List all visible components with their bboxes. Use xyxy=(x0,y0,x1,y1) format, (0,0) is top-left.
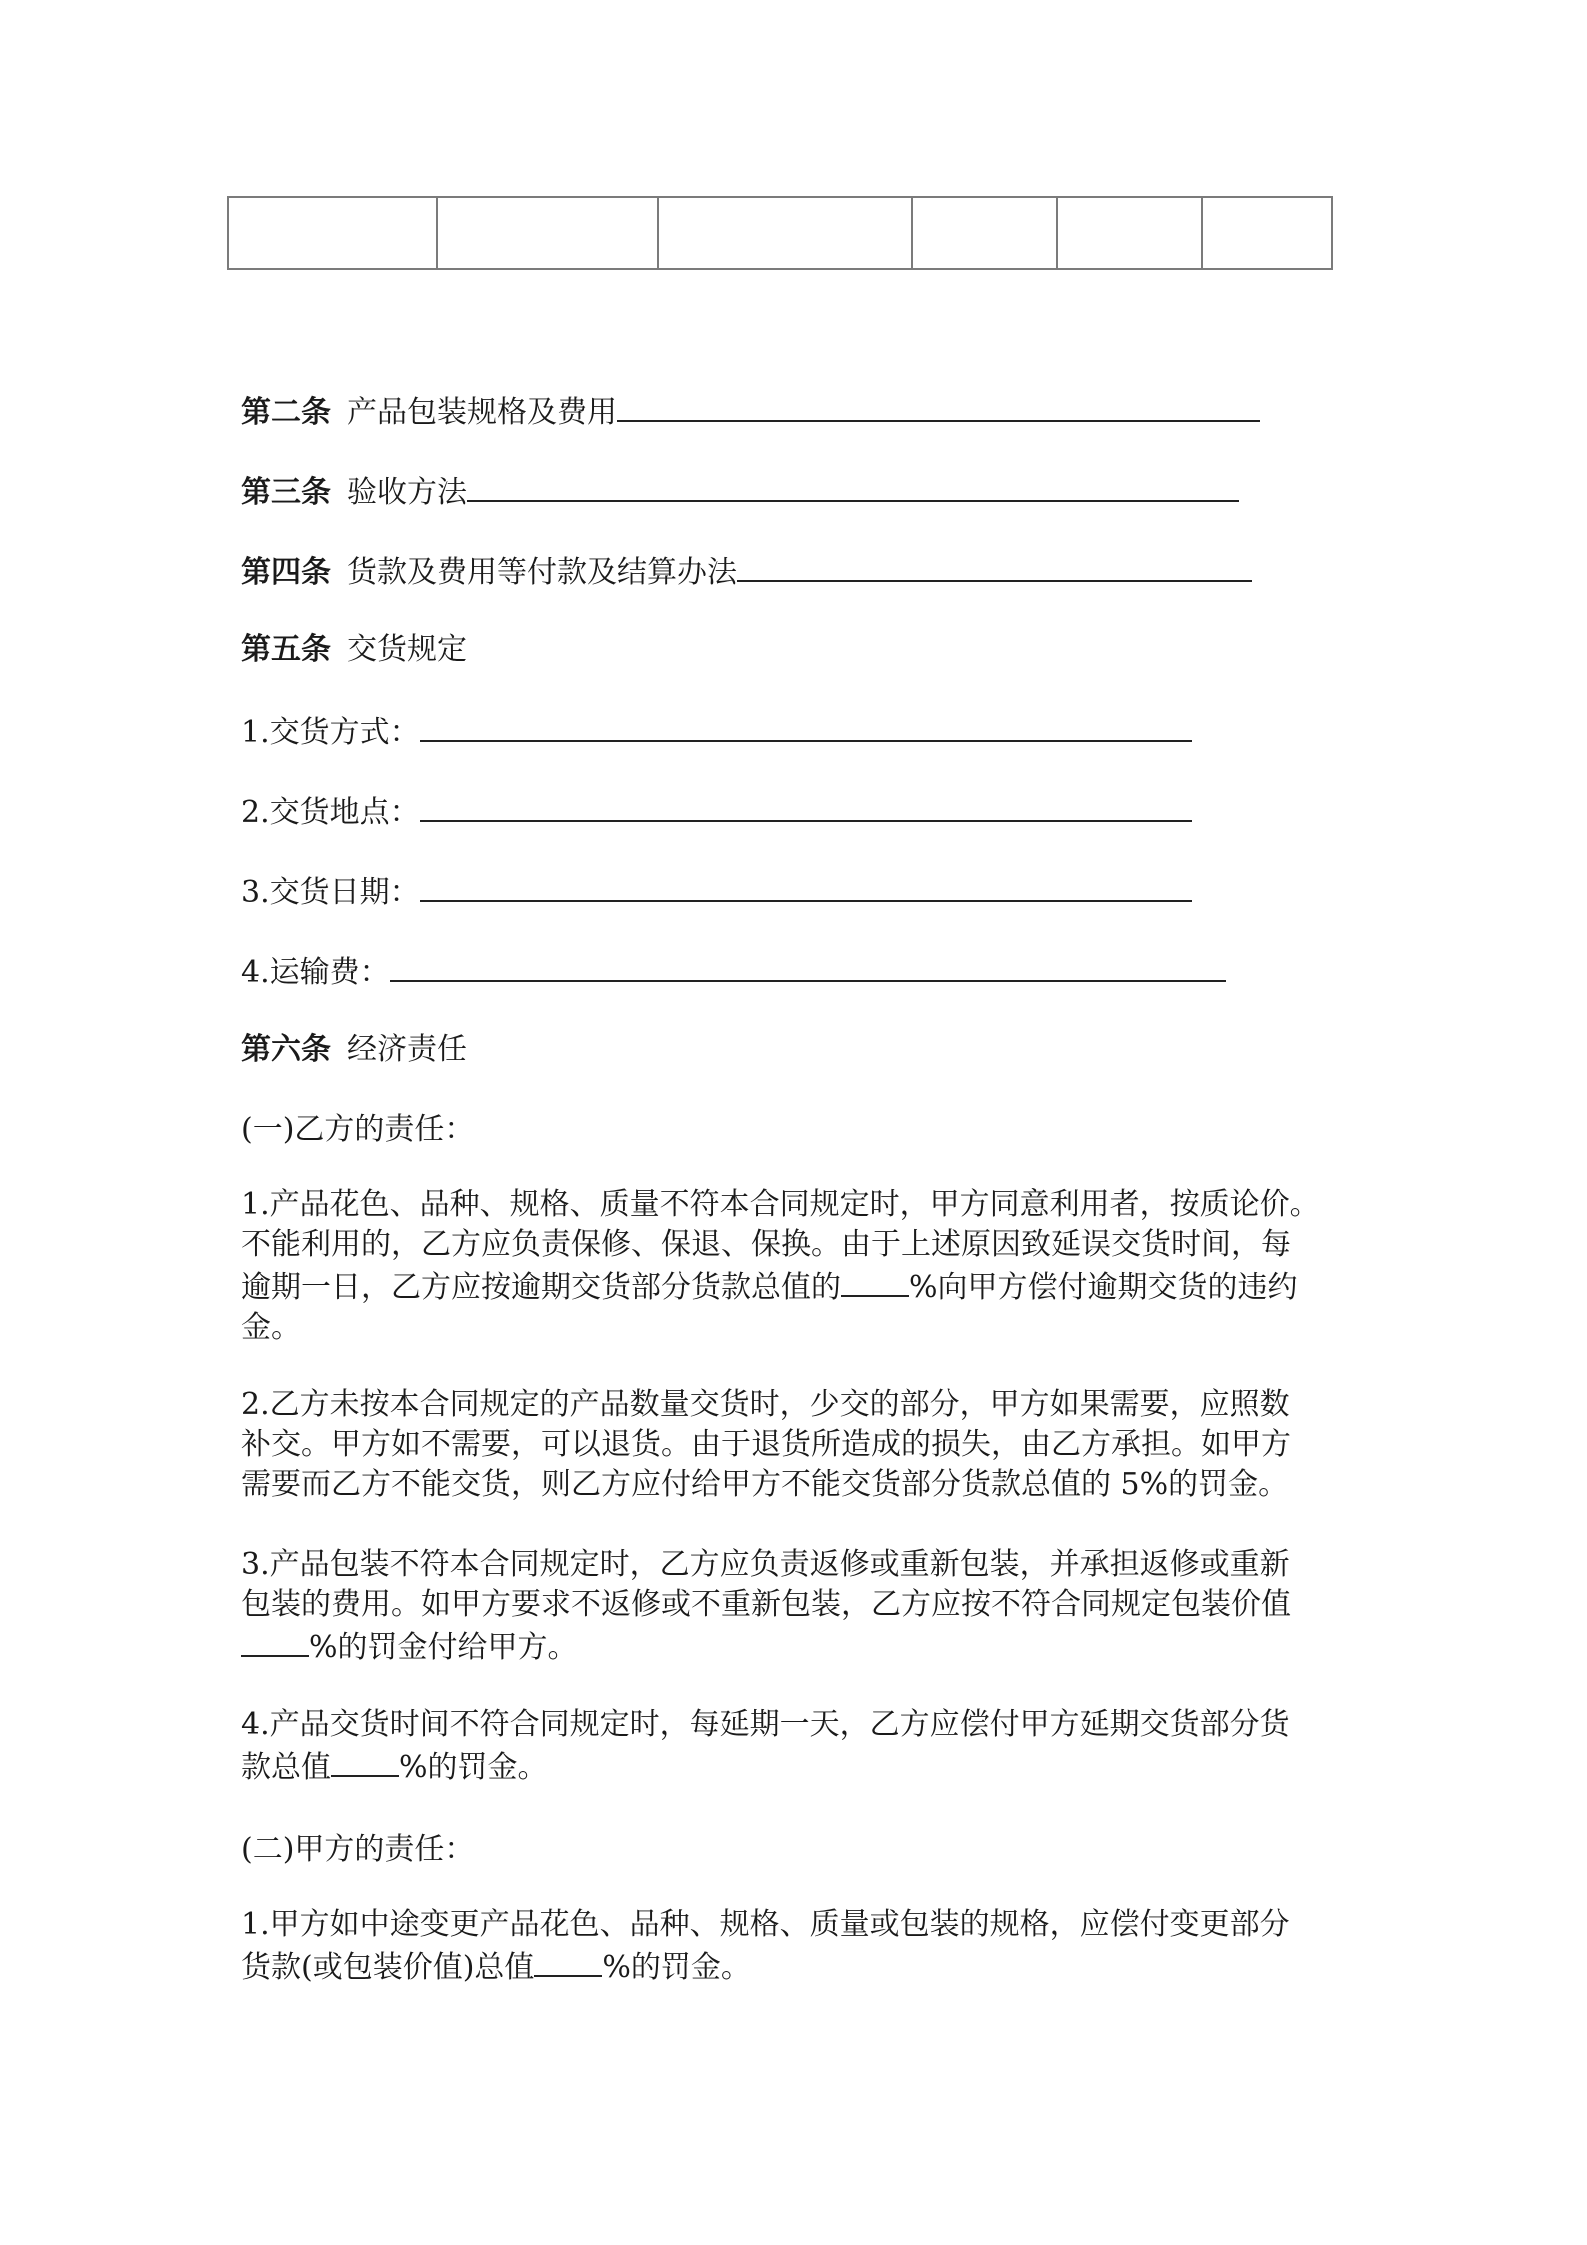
text-line: 1.甲方如中途变更产品花色、品种、规格、质量或包装的规格，应偿付变更部分 xyxy=(241,1907,1290,1942)
table-cell xyxy=(228,197,437,269)
delivery-method-label: 1.交货方式： xyxy=(241,715,420,750)
text-line: 需要而乙方不能交货，则乙方应付给甲方不能交货部分货款总值的 5%的罚金。 xyxy=(241,1467,1289,1502)
text-line: 不能利用的，乙方应负责保修、保退、保换。由于上述原因致延误交货时间，每 xyxy=(241,1227,1291,1262)
text-segment: %向甲方偿付逾期交货的违约 xyxy=(909,1270,1298,1305)
delivery-place xyxy=(241,790,1192,833)
table-cell xyxy=(1057,197,1202,269)
text-line xyxy=(241,1625,1358,1668)
article-label: 第五条 xyxy=(241,632,331,667)
table-row xyxy=(228,197,1332,269)
article-4 xyxy=(241,550,1252,593)
article-title: 产品包装规格及费用 xyxy=(347,395,617,430)
article-6 xyxy=(241,1030,467,1070)
article-label: 第二条 xyxy=(241,395,331,430)
text-segment: 逾期一日，乙方应按逾期交货部分货款总值的 xyxy=(241,1270,841,1305)
article-3 xyxy=(241,470,1239,513)
article-title: 交货规定 xyxy=(347,632,467,667)
text-line: 1.产品花色、品种、规格、质量不符本合同规定时，甲方同意利用者，按质论价。 xyxy=(241,1187,1320,1222)
text-segment: %的罚金。 xyxy=(399,1750,548,1785)
party-b-clause-2 xyxy=(241,1385,1358,1505)
party-a-heading: (二)甲方的责任： xyxy=(241,1832,475,1867)
delivery-date xyxy=(241,870,1192,913)
table-cell xyxy=(437,197,658,269)
text-line xyxy=(241,1945,1358,1988)
article-label: 第三条 xyxy=(241,475,331,510)
fill-in-blank xyxy=(390,950,1226,982)
text-line xyxy=(241,1745,1358,1788)
article-2 xyxy=(241,390,1260,433)
text-line: 4.产品交货时间不符合同规定时，每延期一天，乙方应偿付甲方延期交货部分货 xyxy=(241,1707,1290,1742)
fill-in-blank xyxy=(241,1625,309,1657)
fill-in-blank xyxy=(617,390,1260,422)
article-title: 货款及费用等付款及结算办法 xyxy=(347,555,737,590)
article-title: 经济责任 xyxy=(347,1032,467,1067)
text-segment: 款总值 xyxy=(241,1750,331,1785)
text-segment: 货款(或包装价值)总值 xyxy=(241,1950,535,1985)
text-segment: %的罚金付给甲方。 xyxy=(309,1630,578,1665)
blank-table xyxy=(227,196,1333,270)
fill-in-blank xyxy=(534,1945,602,1977)
party-b-clause-4 xyxy=(241,1705,1358,1788)
text-line: 3.产品包装不符本合同规定时，乙方应负责返修或重新包装，并承担返修或重新 xyxy=(241,1547,1290,1582)
text-line: 补交。甲方如不需要，可以退货。由于退货所造成的损失，由乙方承担。如甲方 xyxy=(241,1427,1291,1462)
table-cell xyxy=(1202,197,1332,269)
fill-in-blank xyxy=(420,790,1192,822)
delivery-place-label: 2.交货地点： xyxy=(241,795,420,830)
text-line: 金。 xyxy=(241,1310,301,1345)
text-line xyxy=(241,1265,1358,1308)
table-cell xyxy=(912,197,1057,269)
party-b-clause-3 xyxy=(241,1545,1358,1668)
fill-in-blank xyxy=(420,870,1192,902)
text-line: 包装的费用。如甲方要求不返修或不重新包装，乙方应按不符合同规定包装价值 xyxy=(241,1587,1291,1622)
article-5 xyxy=(241,630,467,670)
party-a-clause-1 xyxy=(241,1905,1358,1988)
fill-in-blank xyxy=(331,1745,399,1777)
table-cell xyxy=(658,197,912,269)
article-title: 验收方法 xyxy=(347,475,467,510)
article-label: 第六条 xyxy=(241,1032,331,1067)
text-line: 2.乙方未按本合同规定的产品数量交货时，少交的部分，甲方如果需要，应照数 xyxy=(241,1387,1290,1422)
fill-in-blank xyxy=(467,470,1239,502)
transport-fee xyxy=(241,950,1226,993)
fill-in-blank xyxy=(841,1265,909,1297)
delivery-method xyxy=(241,710,1192,753)
delivery-date-label: 3.交货日期： xyxy=(241,875,420,910)
party-b-heading: (一)乙方的责任： xyxy=(241,1112,475,1147)
transport-fee-label: 4.运输费： xyxy=(241,955,390,990)
fill-in-blank xyxy=(737,550,1252,582)
article-label: 第四条 xyxy=(241,555,331,590)
party-b-clause-1 xyxy=(241,1185,1358,1348)
fill-in-blank xyxy=(420,710,1192,742)
text-segment: %的罚金。 xyxy=(602,1950,751,1985)
